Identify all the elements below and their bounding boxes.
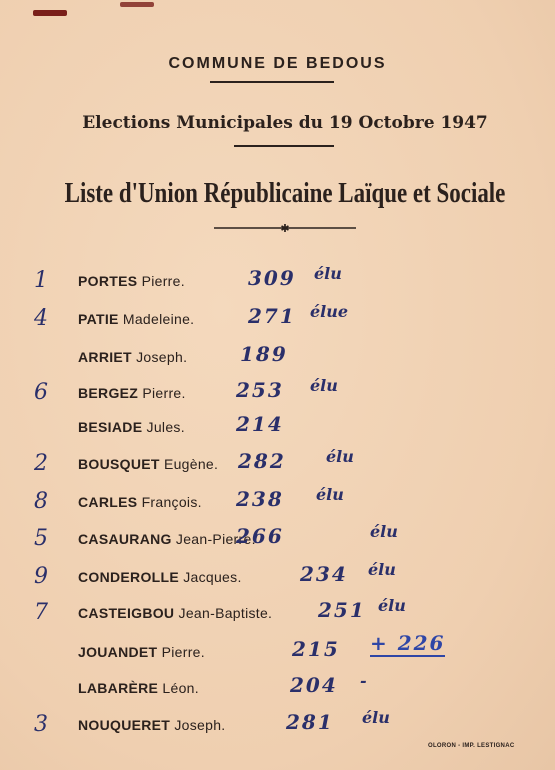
candidate-row — [0, 376, 555, 406]
candidate-surname: PORTES — [78, 273, 138, 289]
candidate-rank: 4 — [34, 306, 48, 331]
candidate-name — [78, 717, 226, 733]
ink-stain-left — [33, 10, 67, 16]
candidate-firstname: Eugène. — [163, 456, 219, 472]
candidate-surname: CASTEIGBOU — [78, 605, 175, 621]
candidate-status: élu — [326, 447, 354, 466]
candidate-status: élu — [314, 264, 342, 283]
candidate-rank: 8 — [34, 489, 48, 514]
printer-imprint: OLORON - IMP. LESTIGNAC — [428, 743, 515, 749]
candidate-name — [78, 680, 199, 696]
candidate-firstname: Pierre. — [142, 385, 186, 401]
svg-text:✱: ✱ — [280, 222, 290, 235]
candidate-status: élu — [378, 596, 406, 615]
candidate-surname: CONDEROLLE — [78, 569, 179, 585]
candidate-name — [78, 494, 202, 510]
candidate-votes: 238 — [236, 487, 284, 511]
candidate-surname: ARRIET — [78, 349, 132, 365]
candidate-firstname: Pierre. — [141, 273, 185, 289]
candidate-firstname: Madeleine. — [122, 311, 195, 327]
candidate-votes: 282 — [238, 449, 286, 473]
candidate-votes: 251 — [318, 598, 366, 622]
elections-underline — [234, 145, 334, 147]
candidate-extra-votes: + 226 — [370, 631, 446, 655]
candidate-firstname: Léon. — [162, 680, 199, 696]
candidate-firstname: François. — [141, 494, 202, 510]
candidate-surname: BOUSQUET — [78, 456, 160, 472]
candidate-surname: LABARÈRE — [78, 680, 159, 696]
candidate-row — [0, 631, 555, 665]
ornament-divider — [214, 221, 356, 235]
candidate-status: élu — [362, 708, 390, 727]
candidate-votes: 253 — [236, 378, 284, 402]
candidate-status: - — [360, 671, 367, 690]
candidate-votes: 215 — [292, 637, 340, 661]
candidate-row — [0, 344, 555, 370]
candidate-row — [0, 447, 555, 477]
candidate-firstname: Jules. — [146, 419, 185, 435]
candidate-rank: 3 — [34, 712, 48, 737]
candidate-votes: 281 — [286, 710, 334, 734]
candidate-firstname: Jean-Baptiste. — [178, 605, 273, 621]
candidate-surname: JOUANDET — [78, 644, 158, 660]
candidate-firstname: Jean-Pierre. — [175, 531, 256, 547]
candidate-status: élu — [310, 376, 338, 395]
candidate-row — [0, 302, 555, 332]
candidate-status: élue — [310, 302, 349, 321]
candidate-votes: 204 — [290, 673, 338, 697]
candidate-surname: BESIADE — [78, 419, 143, 435]
candidate-name — [78, 311, 194, 327]
candidate-row — [0, 485, 555, 515]
candidate-name — [78, 644, 205, 660]
candidate-surname: PATIE — [78, 311, 119, 327]
candidate-name — [78, 273, 185, 289]
candidate-row — [0, 671, 555, 701]
candidate-status: élu — [316, 485, 344, 504]
candidate-row — [0, 560, 555, 590]
candidate-votes: 234 — [300, 562, 348, 586]
candidate-row — [0, 414, 555, 440]
candidate-surname: CASAURANG — [78, 531, 172, 547]
candidate-surname: CARLES — [78, 494, 138, 510]
candidate-surname: BERGEZ — [78, 385, 139, 401]
candidate-votes: 214 — [236, 412, 284, 436]
candidate-firstname: Joseph. — [174, 717, 226, 733]
candidate-votes: 271 — [248, 304, 296, 328]
candidate-row — [0, 708, 555, 738]
candidate-name — [78, 419, 185, 435]
candidate-rank: 2 — [34, 451, 48, 476]
candidate-votes: 266 — [236, 524, 284, 548]
candidate-status: élu — [370, 522, 398, 541]
candidate-firstname: Jacques. — [183, 569, 242, 585]
candidate-name — [78, 569, 242, 585]
candidate-status: élu — [368, 560, 396, 579]
candidate-rank: 6 — [34, 380, 48, 405]
candidate-row — [0, 522, 555, 552]
candidate-rank: 5 — [34, 526, 48, 551]
list-title: Liste d'Union Républicaine Laïque et Sociale — [64, 178, 506, 209]
candidate-votes: 189 — [240, 342, 288, 366]
candidate-votes: 309 — [248, 266, 296, 290]
commune-title: COMMUNE DE BEDOUS — [168, 55, 387, 72]
candidate-rank: 1 — [34, 268, 48, 293]
candidate-rank: 7 — [34, 600, 48, 625]
candidate-name — [78, 349, 187, 365]
candidate-row — [0, 596, 555, 626]
candidate-name — [78, 605, 272, 621]
elections-subtitle: Elections Municipales du 19 Octobre 1947 — [82, 113, 488, 133]
commune-underline — [210, 81, 334, 83]
ink-stain-right — [120, 2, 154, 7]
candidate-name — [78, 531, 256, 547]
candidate-row — [0, 264, 555, 294]
candidate-surname: NOUQUERET — [78, 717, 171, 733]
candidate-name — [78, 385, 186, 401]
candidate-firstname: Pierre. — [161, 644, 205, 660]
candidate-firstname: Joseph. — [136, 349, 188, 365]
candidate-rank: 9 — [34, 564, 48, 589]
candidate-name — [78, 456, 218, 472]
